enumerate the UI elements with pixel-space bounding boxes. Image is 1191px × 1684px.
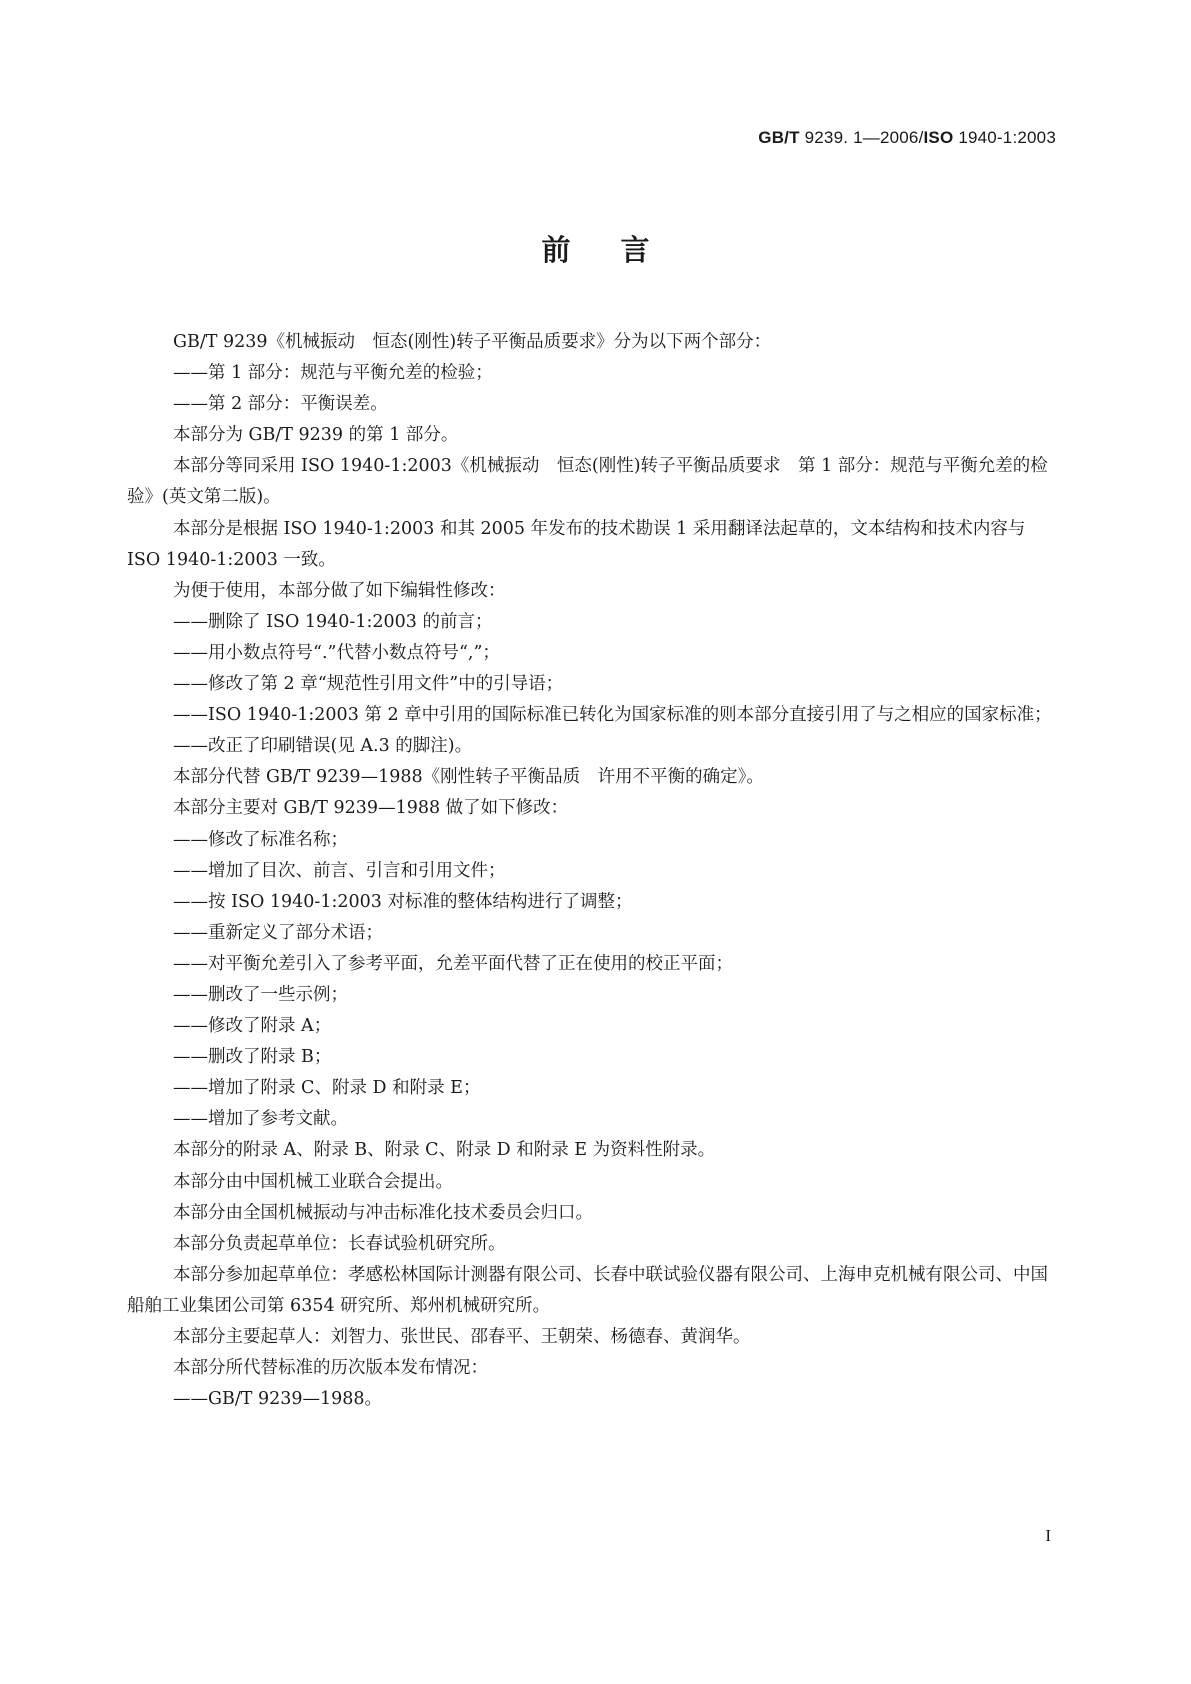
list-item: ——改正了印刷错误(见 A.3 的脚注)。	[173, 736, 473, 757]
page-number: I	[1045, 1526, 1051, 1545]
list-item: ——增加了参考文献。	[173, 1109, 348, 1130]
paragraph: 本部分等同采用 ISO 1940-1:2003《机械振动 恒态(刚性)转子平衡品质要求 第 1 部分：规范与平衡允差的检验》(英文第二版)。	[127, 456, 1048, 508]
header-code-part-2: 9239. 1—2006/	[799, 128, 924, 147]
list-item: ——增加了目次、前言、引言和引用文件；	[173, 860, 506, 881]
paragraph: 本部分由全国机械振动与冲击标准化技术委员会归口。	[173, 1202, 593, 1223]
list-item: ——ISO 1940-1:2003 第 2 章中引用的国际标准已转化为国家标准的则本部分直接引用了与之相应的国家标准；	[173, 705, 1052, 726]
paragraph: 本部分的附录 A、附录 B、附录 C、附录 D 和附录 E 为资料性附录。	[173, 1140, 716, 1161]
list-item: ——修改了附录 A；	[173, 1016, 332, 1037]
header-code-part-3: ISO	[923, 128, 954, 147]
list-item: ——修改了第 2 章“规范性引用文件”中的引导语；	[173, 674, 564, 695]
paragraph: 本部分代替 GB/T 9239—1988《刚性转子平衡品质 许用不平衡的确定》。	[173, 767, 764, 788]
list-item: ——对平衡允差引入了参考平面，允差平面代替了正在使用的校正平面；	[173, 953, 733, 974]
header-code-part-4: 1940-1:2003	[953, 128, 1056, 147]
header-code-part-1: GB/T	[758, 128, 800, 147]
document-body	[127, 327, 1062, 1415]
list-item: ——用小数点符号“.”代替小数点符号“,”；	[173, 642, 500, 663]
list-item: ——GB/T 9239—1988。	[173, 1389, 383, 1410]
list-item: ——第 2 部分：平衡误差。	[173, 394, 388, 415]
page-title: 前言	[541, 233, 700, 267]
paragraph: 本部分参加起草单位：孝感松林国际计测器有限公司、长春中联试验仪器有限公司、上海申克机械有限公司、中国船舶工业集团公司第 6354 研究所、郑州机械研究所。	[127, 1264, 1048, 1316]
list-item: ——增加了附录 C、附录 D 和附录 E；	[173, 1078, 481, 1099]
paragraph: GB/T 9239《机械振动 恒态(刚性)转子平衡品质要求》分为以下两个部分：	[173, 332, 772, 352]
list-item: ——修改了标准名称；	[173, 829, 348, 850]
paragraph: 本部分主要起草人：刘智力、张世民、邵春平、王朝荣、杨德春、黄润华。	[173, 1327, 751, 1347]
list-item: ——第 1 部分：规范与平衡允差的检验；	[173, 363, 493, 384]
list-item: ——删除了 ISO 1940-1:2003 的前言；	[173, 611, 493, 632]
list-item: ——删改了一些示例；	[173, 984, 348, 1005]
paragraph: 本部分负责起草单位：长春试验机研究所。	[173, 1233, 506, 1254]
paragraph: 本部分所代替标准的历次版本发布情况：	[173, 1358, 488, 1379]
list-item: ——按 ISO 1940-1:2003 对标准的整体结构进行了调整；	[173, 891, 633, 912]
paragraph: 本部分为 GB/T 9239 的第 1 部分。	[173, 425, 459, 446]
paragraph: 本部分主要对 GB/T 9239—1988 做了如下修改：	[173, 798, 569, 819]
list-item: ——删改了附录 B；	[173, 1047, 332, 1068]
list-item: ——重新定义了部分术语；	[173, 922, 383, 943]
standard-code-header	[758, 128, 1056, 148]
paragraph: 本部分是根据 ISO 1940-1:2003 和其 2005 年发布的技术勘误 1 采用翻译法起草的，文本结构和技术内容与 ISO 1940-1:2003 一致。	[127, 518, 1026, 570]
paragraph: 本部分由中国机械工业联合会提出。	[173, 1171, 453, 1192]
paragraph: 为便于使用，本部分做了如下编辑性修改：	[173, 580, 506, 601]
